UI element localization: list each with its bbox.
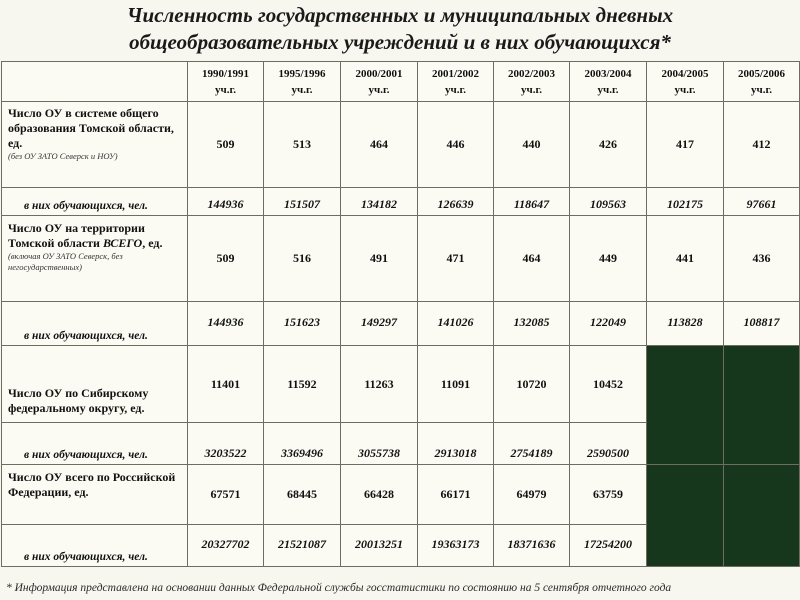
footnote: * Информация представлена на основании данных Федеральной службы госстатистики по состоянию на 5 сентября отчетного года bbox=[6, 582, 672, 594]
table-cell: 2913018 bbox=[418, 423, 494, 465]
sub-row-label: в них обучающихся, чел. bbox=[2, 302, 188, 346]
table-cell: 491 bbox=[341, 216, 418, 302]
table-cell: 440 bbox=[494, 102, 570, 188]
empty-dark-cell bbox=[724, 346, 800, 465]
table-cell: 68445 bbox=[264, 465, 341, 525]
table-cell: 509 bbox=[188, 102, 264, 188]
table-cell: 144936 bbox=[188, 302, 264, 346]
column-header: 2000/2001 уч.г. bbox=[341, 62, 418, 102]
table-cell: 446 bbox=[418, 102, 494, 188]
table-cell: 3055738 bbox=[341, 423, 418, 465]
table-cell: 66428 bbox=[341, 465, 418, 525]
table-cell: 141026 bbox=[418, 302, 494, 346]
table-cell: 20013251 bbox=[341, 525, 418, 567]
table-cell: 21521087 bbox=[264, 525, 341, 567]
table-cell: 464 bbox=[341, 102, 418, 188]
row-note: (включая ОУ ЗАТО Северск, без негосударственных) bbox=[8, 251, 123, 272]
column-header: 2004/2005 уч.г. bbox=[647, 62, 724, 102]
table-cell: 11592 bbox=[264, 346, 341, 423]
table-cell: 516 bbox=[264, 216, 341, 302]
empty-dark-cell bbox=[647, 346, 724, 465]
table-cell: 64979 bbox=[494, 465, 570, 525]
row-label: Число ОУ на территории Томской области ВСЕГО, ед. (включая ОУ ЗАТО Северск, без негосударственных) bbox=[2, 216, 188, 302]
table-cell: 412 bbox=[724, 102, 800, 188]
table-cell: 3203522 bbox=[188, 423, 264, 465]
table-cell: 17254200 bbox=[570, 525, 647, 567]
table-cell: 509 bbox=[188, 216, 264, 302]
row-note: (без ОУ ЗАТО Северск и НОУ) bbox=[8, 151, 118, 161]
table-cell: 471 bbox=[418, 216, 494, 302]
table-cell: 3369496 bbox=[264, 423, 341, 465]
table-cell: 151507 bbox=[264, 188, 341, 216]
table-cell: 122049 bbox=[570, 302, 647, 346]
table-row bbox=[2, 102, 800, 188]
table-row bbox=[2, 346, 800, 423]
sub-row-label: в них обучающихся, чел. bbox=[2, 525, 188, 567]
header-corner bbox=[2, 62, 188, 102]
table-row bbox=[2, 465, 800, 525]
page-title bbox=[0, 2, 800, 56]
table-cell: 20327702 bbox=[188, 525, 264, 567]
row-label: Число ОУ в системе общего образования Томской области, ед. (без ОУ ЗАТО Северск и НОУ) bbox=[2, 102, 188, 188]
table-cell: 10452 bbox=[570, 346, 647, 423]
table-row bbox=[2, 302, 800, 346]
empty-dark-cell bbox=[647, 465, 724, 567]
table-cell: 113828 bbox=[647, 302, 724, 346]
table-cell: 149297 bbox=[341, 302, 418, 346]
sub-row-label: в них обучающихся, чел. bbox=[2, 423, 188, 465]
table-cell: 464 bbox=[494, 216, 570, 302]
table-cell: 19363173 bbox=[418, 525, 494, 567]
table-cell: 63759 bbox=[570, 465, 647, 525]
column-header: 1995/1996 уч.г. bbox=[264, 62, 341, 102]
table-cell: 2754189 bbox=[494, 423, 570, 465]
statistics-table bbox=[1, 61, 800, 567]
table-cell: 11401 bbox=[188, 346, 264, 423]
table-cell: 102175 bbox=[647, 188, 724, 216]
table-cell: 2590500 bbox=[570, 423, 647, 465]
table-row bbox=[2, 216, 800, 302]
table-cell: 449 bbox=[570, 216, 647, 302]
column-header: 2003/2004 уч.г. bbox=[570, 62, 647, 102]
row-label: Число ОУ всего по Российской Федерации, ед. bbox=[2, 465, 188, 525]
table-cell: 144936 bbox=[188, 188, 264, 216]
title-line-2: общеобразовательных учреждений и в них обучающихся* bbox=[129, 30, 671, 54]
column-header: 1990/1991 уч.г. bbox=[188, 62, 264, 102]
table-cell: 66171 bbox=[418, 465, 494, 525]
column-header: 2001/2002 уч.г. bbox=[418, 62, 494, 102]
table-cell: 132085 bbox=[494, 302, 570, 346]
table-cell: 151623 bbox=[264, 302, 341, 346]
table-cell: 441 bbox=[647, 216, 724, 302]
table-cell: 513 bbox=[264, 102, 341, 188]
table-cell: 11091 bbox=[418, 346, 494, 423]
empty-dark-cell bbox=[724, 465, 800, 567]
table-cell: 436 bbox=[724, 216, 800, 302]
table-cell: 109563 bbox=[570, 188, 647, 216]
table-cell: 97661 bbox=[724, 188, 800, 216]
column-header: 2005/2006 уч.г. bbox=[724, 62, 800, 102]
table-cell: 118647 bbox=[494, 188, 570, 216]
title-line-1: Численность государственных и муниципальных дневных bbox=[126, 3, 674, 27]
sub-row-label: в них обучающихся, чел. bbox=[2, 188, 188, 216]
header-row bbox=[2, 62, 800, 102]
table-cell: 108817 bbox=[724, 302, 800, 346]
row-label: Число ОУ по Сибирскому федеральному округу, ед. bbox=[2, 346, 188, 423]
table-cell: 134182 bbox=[341, 188, 418, 216]
column-header: 2002/2003 уч.г. bbox=[494, 62, 570, 102]
table-cell: 426 bbox=[570, 102, 647, 188]
table-cell: 417 bbox=[647, 102, 724, 188]
table-cell: 10720 bbox=[494, 346, 570, 423]
table-cell: 11263 bbox=[341, 346, 418, 423]
table-cell: 18371636 bbox=[494, 525, 570, 567]
table-cell: 126639 bbox=[418, 188, 494, 216]
table-cell: 67571 bbox=[188, 465, 264, 525]
table-row bbox=[2, 188, 800, 216]
